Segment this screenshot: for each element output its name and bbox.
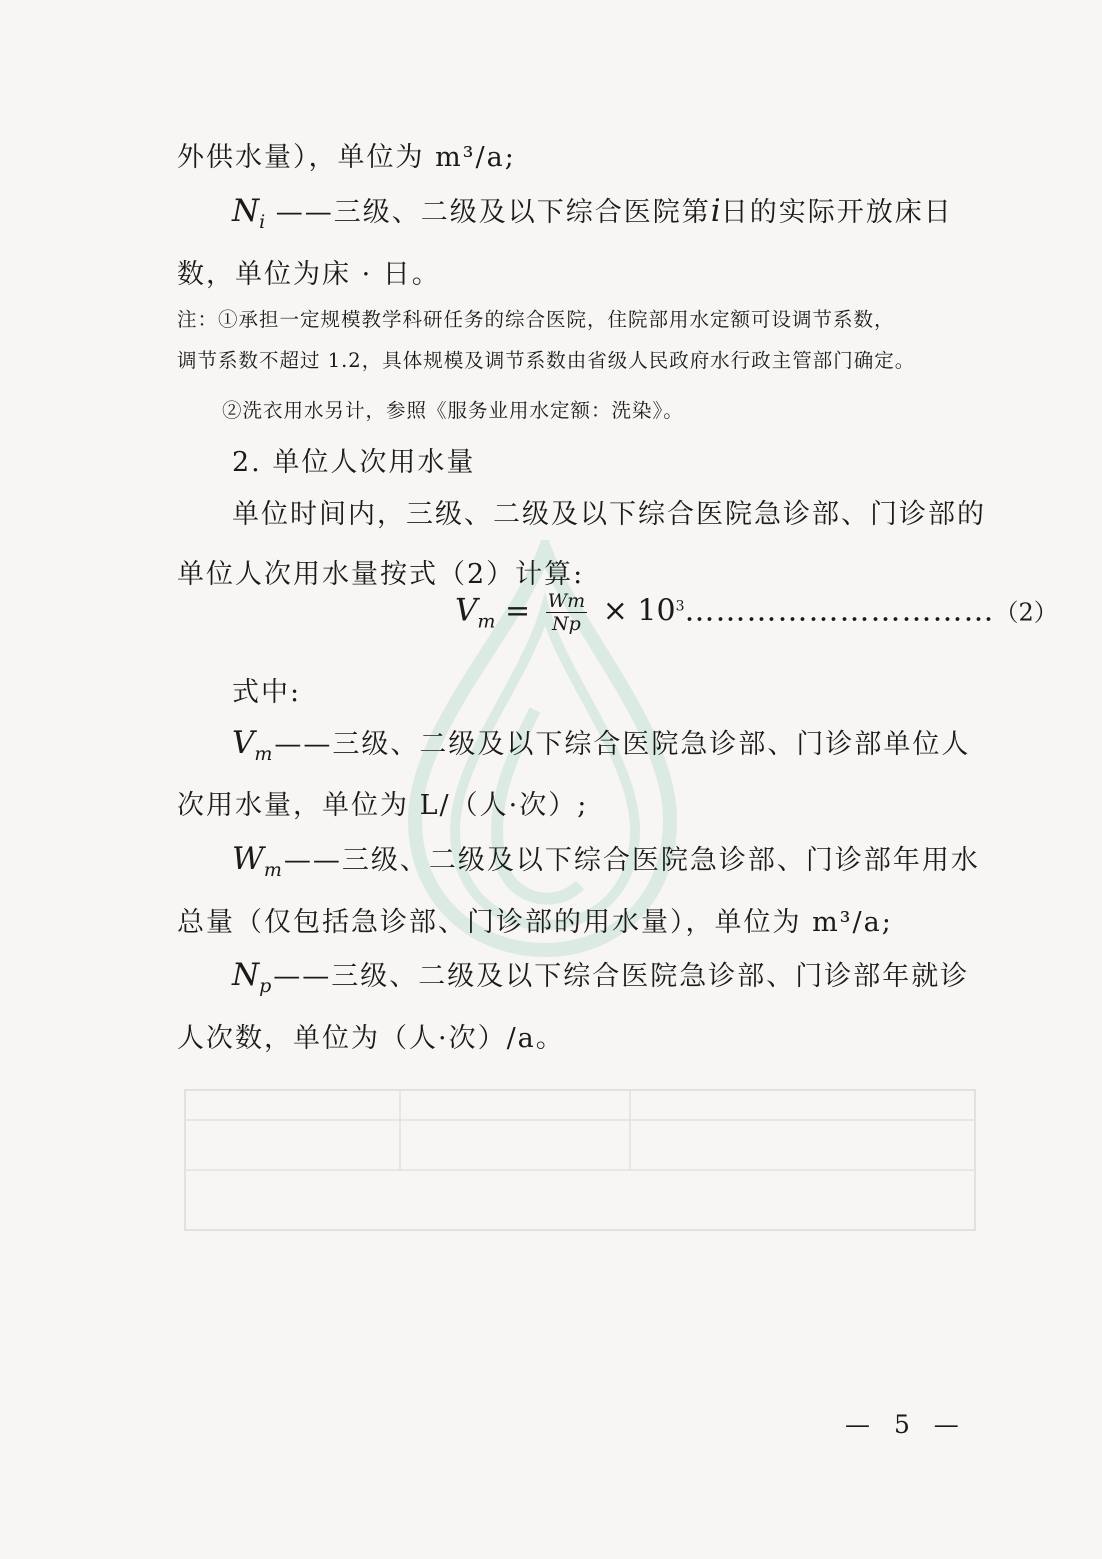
wm-definition: $W_m——$三级、二级及以下综合医院急诊部、门诊部年用水 — [232, 841, 980, 881]
show-through-table — [180, 1060, 980, 1290]
note-line: 注：①承担一定规模教学科研任务的综合医院，住院部用水定额可设调节系数， — [177, 308, 895, 331]
text-line: 次用水量，单位为 L/（人·次）; — [177, 790, 589, 821]
text-line: 人次数，单位为（人·次）/a。 — [177, 1023, 565, 1054]
text-line: 式中: — [232, 677, 302, 708]
page-number: — 5 — — [845, 1410, 967, 1439]
text-line: 单位时间内，三级、二级及以下综合医院急诊部、门诊部的 — [232, 499, 986, 530]
text-line: 数，单位为床 · 日。 — [177, 259, 441, 290]
ni-definition-line: $N_i$ ——三级、二级及以下综合医院第i日的实际开放床日 — [232, 193, 953, 233]
note-line: 调节系数不超过 1.2，具体规模及调节系数由省级人民政府水行政主管部门确定。 — [177, 349, 916, 372]
vm-definition: $V_m——$三级、二级及以下综合医院急诊部、门诊部单位人 — [232, 725, 971, 765]
text-line: 单位人次用水量按式（2）计算: — [177, 559, 585, 590]
fraction: $\frac{Wm}{Np}$ — [547, 590, 586, 635]
var-Ni: $N_i$ — [232, 193, 266, 233]
text-line: 外供水量），单位为 m³/a; — [177, 142, 516, 173]
text-line: 总量（仅包括急诊部、门诊部的用水量），单位为 m³/a; — [177, 907, 893, 938]
note-line: ②洗衣用水另计，参照《服务业用水定额：洗染》。 — [222, 399, 684, 422]
section-title: 2. 单位人次用水量 — [232, 447, 476, 478]
np-definition: $N_p——$三级、二级及以下综合医院急诊部、门诊部年就诊 — [232, 957, 970, 997]
formula-2: $V_m$ = $\frac{Wm}{Np}$ × $10^3\dots\dots\dots\dots\dots\dots\dots\dots\dots\dots(2)$ — [455, 590, 1058, 635]
